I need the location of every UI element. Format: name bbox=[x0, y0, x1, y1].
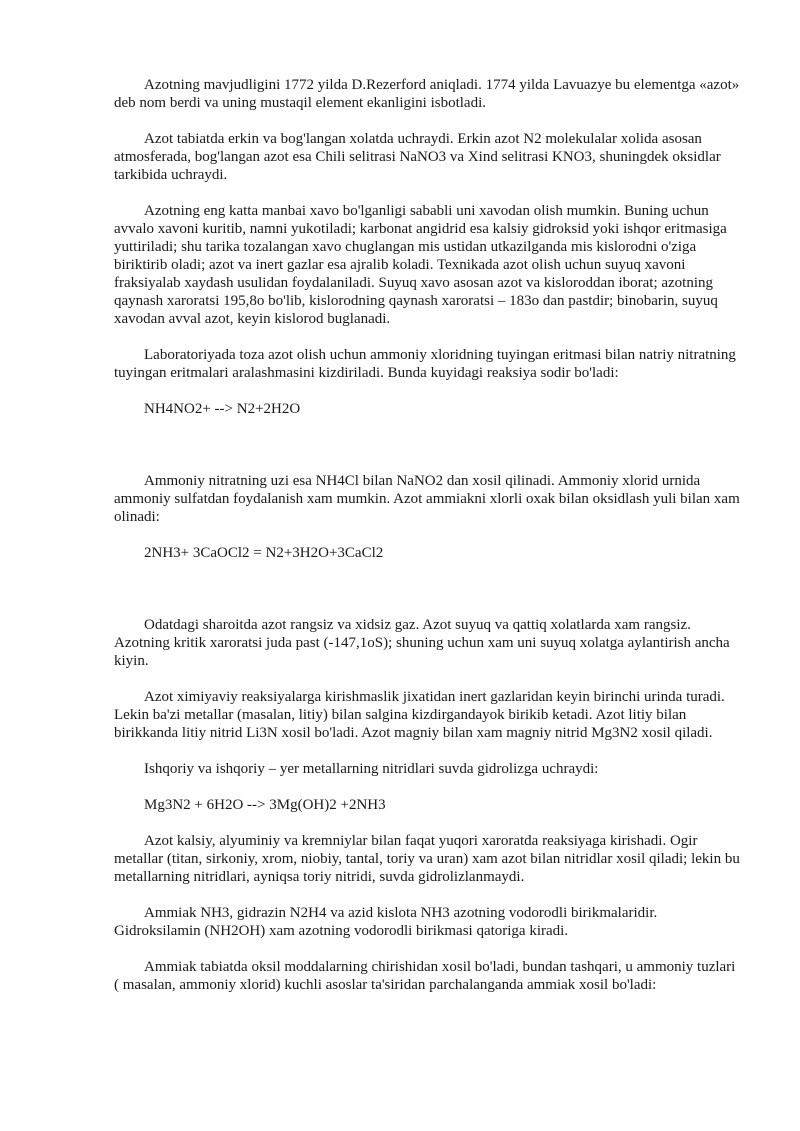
paragraph-physical-properties: Odatdagi sharoitda azot rangsiz va xidsiz gaz. Azot suyuq va qattiq xolatlarda xam rangsiz. Azotning kritik xaroratsi juda past (-147,1oS); shuning uchun xam uni suyuq xolatga aylantirish ancha kiyin. bbox=[114, 617, 730, 669]
formula-magnesium-nitride: Mg3N2 + 6H2O --> 3Mg(OH)2 +2NH3 bbox=[144, 797, 386, 813]
document-page bbox=[114, 76, 744, 1012]
formula-ammonia-oxidation: 2NH3+ 3CaOCl2 = N2+3H2O+3CaCl2 bbox=[144, 545, 384, 561]
paragraph-ammonium-nitrite: Ammoniy nitratning uzi esa NH4Cl bilan NaNO2 dan xosil qilinadi. Ammoniy xlorid urnida ammoniy sulfatdan foydalanish xam mumkin. Azot ammiakni xlorli oxak bilan oksidlash yuli bilan xam olinadi: bbox=[114, 473, 740, 525]
paragraph-ammonia: Ammiak tabiatda oksil moddalarning chirishidan xosil bo'ladi, bundan tashqari, u ammoniy tuzlari ( masalan, ammoniy xlorid) kuchli asoslar ta'siridan parchalanganda ammiak xosil bo'ladi: bbox=[114, 959, 736, 993]
formula-ammonium-nitrite: NH4NO2+ --> N2+2H2O bbox=[144, 401, 301, 417]
blank-space bbox=[114, 436, 744, 472]
paragraph-hydrogen-compounds: Ammiak NH3, gidrazin N2H4 va azid kislota NH3 azotning vodorodli birikmalaridir. Gidroksilamin (NH2OH) xam azotning vodorodli birikmasi qatoriga kiradi. bbox=[114, 905, 658, 939]
blank-space bbox=[114, 580, 744, 616]
paragraph-chemical-properties: Azot ximiyaviy reaksiyalarga kirishmaslik jixatidan inert gazlaridan keyin birinchi urinda turadi. Lekin ba'zi metallar (masalan, litiy) bilan salgina kizdirgandayok birikib ketadi. Azot litiy bilan birikkanda litiy nitrid Li3N xosil bo'ladi. Azot magniy bilan xam magniy nitrid Mg3N2 xosil qiladi. bbox=[114, 689, 725, 741]
paragraph-metal-nitrides: Azot kalsiy, alyuminiy va kremniylar bilan faqat yuqori xaroratda reaksiyaga kirishadi. Ogir metallar (titan, sirkoniy, xrom, niobiy, tantal, toriy va uran) xam azot bilan nitridlar xosil qiladi; lekin bu metallarning nitridlari, ayniqsa toriy nitridi, suvda gidrolizlanmaydi. bbox=[114, 833, 740, 885]
paragraph-hydrolysis: Ishqoriy va ishqoriy – yer metallarning nitridlari suvda gidrolizga uchraydi: bbox=[144, 761, 599, 777]
paragraph-occurrence: Azot tabiatda erkin va bog'langan xolatda uchraydi. Erkin azot N2 molekulalar xolida asosan atmosferada, bog'langan azot esa Chili selitrasi NaNO3 va Xind selitrasi KNO3, shuningdek oksidlar tarkibida uchraydi. bbox=[114, 131, 721, 183]
paragraph-laboratory: Laboratoriyada toza azot olish uchun ammoniy xloridning tuyingan eritmasi bilan natriy nitratning tuyingan eritmalari aralashmasini kizdiriladi. Bunda kuyidagi reaksiya sodir bo'ladi: bbox=[114, 347, 736, 381]
paragraph-production-from-air: Azotning eng katta manbai xavo bo'lganligi sababli uni xavodan olish mumkin. Buning uchun avvalo xavoni kuritib, namni yukotiladi; karbonat angidrid esa kalsiy gidroksid yoki ishqor eritmasiga yuttiriladi; shu tarika tozalangan xavo chuglangan mis ustidan utkazilganda mis kislorodni o'ziga biriktirib oladi; azot va inert gazlar esa ajralib koladi. Texnikada azot olish uchun suyuq xavoni fraksiyalab xaydash usulidan foydalaniladi. Suyuq xavo asosan azot va kisloroddan iborat; azotning qaynash xaroratsi 195,8o bo'lib, kislorodning qaynash xaroratsi – 183o dan pastdir; binobarin, suyuq xavodan avval azot, keyin kislorod buglanadi. bbox=[114, 203, 727, 327]
paragraph-discovery: Azotning mavjudligini 1772 yilda D.Rezerford aniqladi. 1774 yilda Lavuazye bu elementga «azot» deb nom berdi va uning mustaqil element ekanligini isbotladi. bbox=[114, 77, 740, 111]
